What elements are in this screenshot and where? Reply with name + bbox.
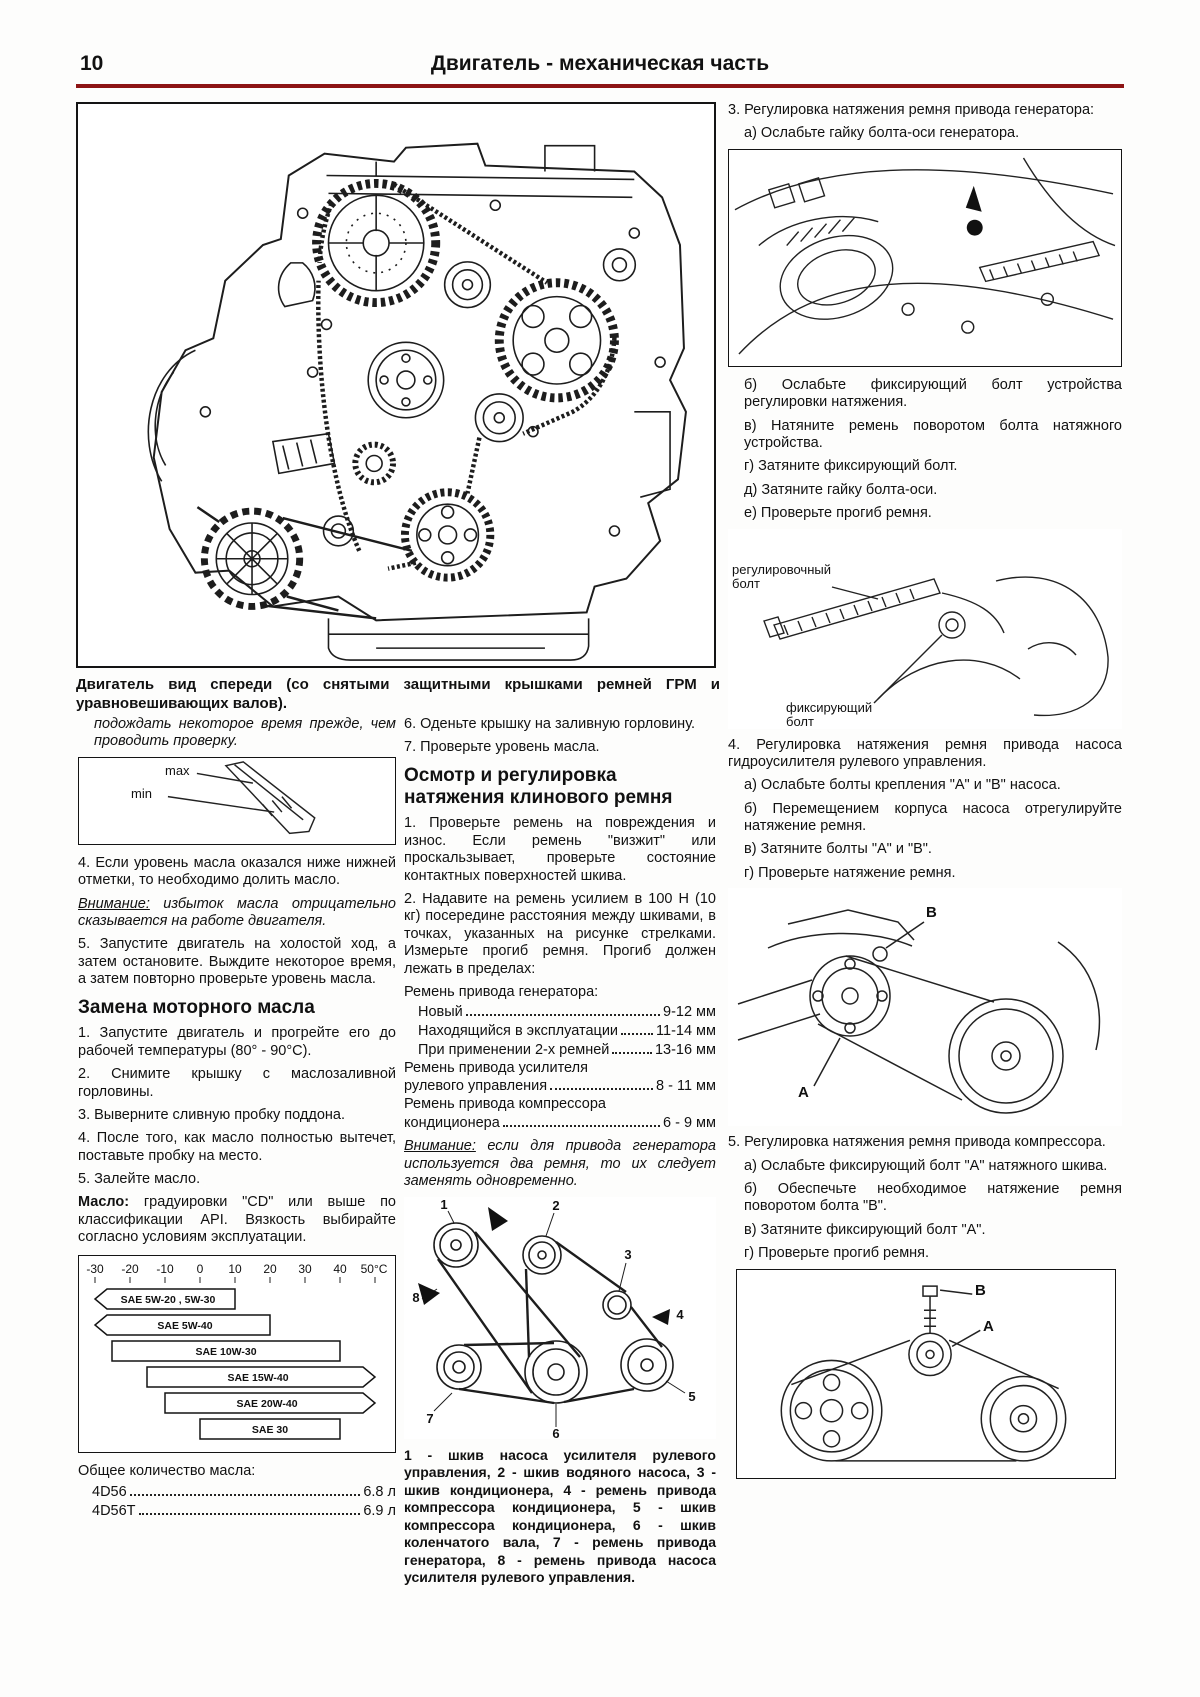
viscosity-grade: SAE 20W-40 <box>236 1397 298 1410</box>
generator-adjustment-drawing <box>729 150 1119 364</box>
compressor-bolt-b-label: B <box>975 1281 986 1299</box>
oil-spec-label: Масло: <box>78 1194 130 1211</box>
generator-belt-substep: б) Ослабьте фиксирующий болт устройства регулировки натяжения. <box>744 376 1122 411</box>
oil-quantity-row <box>78 1502 396 1521</box>
temp-tick: -10 <box>156 1261 174 1276</box>
oil-change-step: 1. Запустите двигатель и прогрейте его до рабочей температуры (80° - 90°С). <box>78 1025 396 1059</box>
viscosity-grade: SAE 10W-30 <box>195 1345 257 1358</box>
oil-change-step: 2. Снимите крышку с маслозаливной горловины. <box>78 1066 396 1100</box>
oil-step7: 7. Проверьте уровень масла. <box>404 739 600 756</box>
ps-belt-spec-line1: Ремень привода усилителя <box>404 1059 588 1076</box>
generator-belt-spec-title: Ремень привода генератора: <box>404 983 599 1000</box>
middle-column <box>404 716 716 1587</box>
belt-warning <box>404 1138 716 1190</box>
dotted-leader <box>139 1504 361 1515</box>
belt-routing-caption: 1 - шкив насоса усилителя рулевого управления, 2 - шкив водяного насоса, 3 - шкив кондиционера, 4 - ремень привода компрессора кондиционера, 5 - шкив компрессора кондиционера, 6 - шкив коленчатого вала, 7 - ремень привода генератора, 8 - ремень привода насоса усилителя рулевого управления. <box>404 1446 716 1586</box>
ps-pump-substep: г) Проверьте натяжение ремня. <box>744 864 956 881</box>
temp-tick: 10 <box>228 1261 242 1276</box>
spec-value: 8 - 11 мм <box>656 1078 716 1095</box>
belt-part-number: 8 <box>412 1289 420 1305</box>
compressor-bolt-a-label: A <box>983 1317 994 1335</box>
spec-label: Новый <box>418 1004 463 1021</box>
belt-routing-figure <box>404 1197 716 1439</box>
spec-label: При применении 2-х ремней <box>418 1042 610 1059</box>
oil-quantity-row <box>78 1483 396 1502</box>
header-rule <box>76 84 1124 88</box>
oil-change-step: 4. После того, как масло полностью вытечет, поставьте пробку на место. <box>78 1130 396 1164</box>
ac-belt-spec-line1: Ремень привода компрессора <box>404 1096 606 1113</box>
engine-front-view-drawing <box>78 104 714 666</box>
oil-change-step: 3. Выверните сливную пробку поддона. <box>78 1106 345 1123</box>
belt-inspection-heading: Осмотр и регулировка натяжения клинового ремня <box>404 764 673 808</box>
compressor-substep: а) Ослабьте фиксирующий болт "А" натяжного шкива. <box>744 1157 1108 1174</box>
temp-tick: 40 <box>333 1261 347 1276</box>
oil-viscosity-chart <box>78 1255 396 1453</box>
dotted-leader <box>550 1079 653 1090</box>
left-column <box>78 716 396 1521</box>
oil-quantity-value: 6.9 л <box>363 1502 396 1519</box>
viscosity-grade: SAE 15W-40 <box>227 1371 289 1384</box>
dotted-leader <box>503 1116 660 1127</box>
adjusting-bolt-label: регулировочный болт <box>732 561 831 592</box>
temp-tick: 20 <box>263 1261 277 1276</box>
temp-tick: 50°C <box>360 1261 388 1276</box>
spec-value: 9-12 мм <box>663 1004 716 1021</box>
pump-bolt-a-label: A <box>798 1084 809 1102</box>
ps-pump-substep: б) Перемещением корпуса насоса отрегулируйте натяжение ремня. <box>744 800 1122 835</box>
oil-spec-text: градуировки "CD" или выше по классификации API. Вязкость выбирайте согласно условиям эксплуатации. <box>78 1194 396 1246</box>
oil-level-step4: 4. Если уровень масла оказался ниже нижней отметки, то необходимо долить масло. <box>78 854 396 889</box>
belt-step1: 1. Проверьте ремень на повреждения и износ. Если ремень "визжит" или проскальзывает, проверьте состояние контактных поверхностей шкива. <box>404 815 716 884</box>
pump-bolt-b-label: B <box>926 904 937 922</box>
dotted-leader <box>621 1024 653 1035</box>
belt-part-number: 5 <box>688 1388 696 1404</box>
warning-text: избыток масла отрицательно сказывается на работе двигателя. <box>78 895 396 929</box>
temp-tick: 0 <box>196 1261 204 1276</box>
oil-step6: 6. Оденьте крышку на заливную горловину. <box>404 716 696 732</box>
warning-text: если для привода генератора используется два ремня, то их следует заменять одновременно. <box>404 1138 716 1190</box>
temp-tick: -20 <box>121 1261 139 1276</box>
oil-quantity-value: 6.8 л <box>363 1484 396 1501</box>
belt-spec-row <box>404 1003 716 1022</box>
compressor-substep: в) Затяните фиксирующий болт "А". <box>744 1221 986 1238</box>
oil-warning <box>78 896 396 931</box>
spec-label: Находящийся в эксплуатации <box>418 1023 619 1040</box>
belt-part-number: 2 <box>552 1197 560 1213</box>
dotted-leader <box>130 1485 361 1496</box>
ps-belt-spec-row <box>404 1077 716 1096</box>
warning-label: Внимание: <box>404 1138 476 1155</box>
compressor-substep: г) Проверьте прогиб ремня. <box>744 1245 930 1262</box>
oil-change-heading: Замена моторного масла <box>78 996 315 1018</box>
dotted-leader <box>612 1043 652 1054</box>
tensioner-bolts-figure <box>728 529 1122 729</box>
engine-front-view-figure <box>76 102 716 668</box>
ps-pump-belt-heading: 4. Регулировка натяжения ремня привода насоса гидроусилителя рулевого управления. <box>728 736 1122 770</box>
oil-change-step: 5. Залейте масло. <box>78 1171 201 1188</box>
generator-adjustment-figure <box>728 149 1122 367</box>
tensioner-bolts-drawing <box>728 529 1120 729</box>
temp-tick: -30 <box>86 1261 104 1276</box>
oil-spec <box>78 1194 396 1246</box>
engine-model: 4D56T <box>92 1502 136 1519</box>
dipstick-figure <box>78 757 396 845</box>
belt-step2: 2. Надавите на ремень усилием в 100 Н (10 кг) посередине расстояния между шкивами, в точках, указанных на рисунке стрелками. Измерьте прогиб ремня. Прогиб должен лежать в пределах: <box>404 891 716 977</box>
ps-pump-substep: в) Затяните болты "А" и "В". <box>744 841 932 858</box>
page-number: 10 <box>80 52 104 75</box>
ps-pump-substep: а) Ослабьте болты крепления "А" и "В" насоса. <box>744 777 1061 794</box>
compressor-belt-figure <box>736 1269 1116 1479</box>
warning-label: Внимание: <box>78 895 150 912</box>
spec-value: 13-16 мм <box>654 1042 716 1059</box>
belt-spec-row <box>404 1041 716 1060</box>
dipstick-max-label: max <box>165 762 190 778</box>
temp-tick: 30 <box>298 1261 312 1276</box>
viscosity-grade: SAE 5W-20 , 5W-30 <box>120 1293 216 1306</box>
dipstick-min-label: min <box>131 785 152 801</box>
compressor-belt-drawing <box>737 1270 1113 1476</box>
belt-part-number: 7 <box>426 1410 434 1426</box>
spec-value: 6 - 9 мм <box>663 1114 716 1131</box>
generator-belt-substep: д) Затяните гайку болта-оси. <box>744 481 938 498</box>
generator-belt-substep: в) Натяните ремень поворотом болта натяжного устройства. <box>744 417 1122 451</box>
fixing-bolt-label: фиксирующий болт <box>786 699 873 730</box>
right-column <box>728 102 1122 1479</box>
spec-label: рулевого управления <box>404 1078 548 1095</box>
ps-pump-figure <box>728 888 1122 1126</box>
engine-model: 4D56 <box>92 1484 127 1501</box>
belt-routing-drawing <box>404 1197 714 1439</box>
generator-belt-heading: 3. Регулировка натяжения ремня привода генератора: <box>728 102 1095 118</box>
oil-level-step5: 5. Запустите двигатель на холостой ход, а затем остановите. Выждите некоторое время, а затем повторно проверьте уровень масла. <box>78 936 396 988</box>
viscosity-grade: SAE 5W-40 <box>157 1319 213 1332</box>
engine-figure-caption: Двигатель вид спереди (со снятыми защитными крышками ремней ГРМ и уравновешивающих валов). <box>76 676 720 712</box>
spec-value: 11-14 мм <box>656 1023 716 1040</box>
belt-part-number: 4 <box>676 1306 684 1322</box>
compressor-belt-heading: 5. Регулировка натяжения ремня привода компрессора. <box>728 1134 1106 1151</box>
oil-check-note: подождать некоторое время прежде, чем проводить проверку. <box>94 716 396 750</box>
viscosity-chart-drawing <box>80 1259 394 1449</box>
oil-quantity-title: Общее количество масла: <box>78 1462 256 1479</box>
viscosity-grade: SAE 30 <box>251 1423 289 1436</box>
spec-label: кондиционера <box>404 1114 500 1131</box>
generator-belt-substep: е) Проверьте прогиб ремня. <box>744 505 932 522</box>
generator-belt-substep: а) Ослабьте гайку болта-оси генератора. <box>744 125 1020 142</box>
ps-pump-drawing <box>728 888 1120 1123</box>
belt-spec-row <box>404 1022 716 1041</box>
compressor-substep: б) Обеспечьте необходимое натяжение ремня поворотом болта "В". <box>744 1181 1122 1215</box>
generator-belt-substep: г) Затяните фиксирующий болт. <box>744 458 958 475</box>
belt-part-number: 6 <box>552 1425 560 1439</box>
belt-part-number: 3 <box>624 1246 632 1262</box>
ac-belt-spec-row <box>404 1114 716 1133</box>
dipstick-drawing <box>79 758 394 843</box>
page-title: Двигатель - механическая часть <box>430 52 770 75</box>
dotted-leader <box>466 1005 660 1016</box>
belt-part-number: 1 <box>440 1196 448 1212</box>
